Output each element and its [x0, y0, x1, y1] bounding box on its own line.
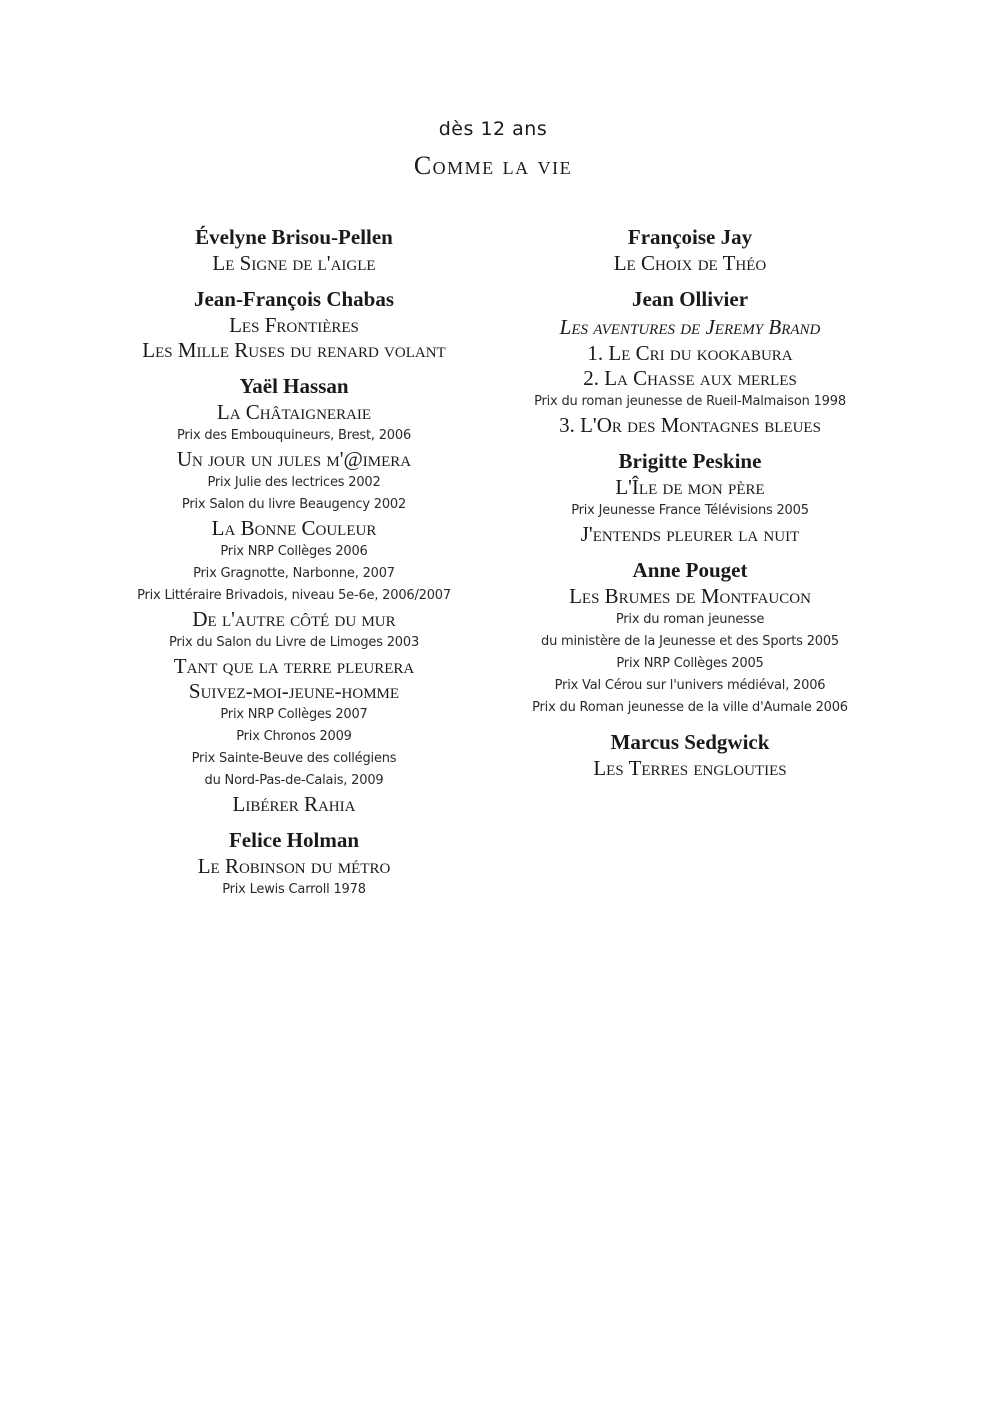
- author-name: Évelyne Brisou-Pellen: [195, 225, 393, 249]
- author-entry: [490, 223, 890, 276]
- book-title: J'entends pleurer la nuit: [580, 522, 800, 546]
- book-title: Les Terres englouties: [593, 756, 787, 780]
- author-entry: [490, 728, 890, 781]
- award-line: Prix Val Cérou sur l'univers médiéval, 2006: [554, 678, 826, 693]
- award-line: Prix NRP Collèges 2006: [220, 544, 368, 559]
- award-line: Prix du Roman jeunesse de la ville d'Aumale 2006: [532, 700, 848, 715]
- author-entry: [94, 372, 494, 817]
- book-title: Les Brumes de Montfaucon: [569, 584, 811, 608]
- award-line: Prix Jeunesse France Télévisions 2005: [571, 503, 809, 518]
- book-title: Le Signe de l'aigle: [212, 251, 376, 275]
- author-entry: [94, 826, 494, 901]
- author-entry: [490, 285, 890, 438]
- book-title: 2. La Chasse aux merles: [583, 366, 797, 390]
- book-title: Un jour un jules m'@imera: [176, 447, 412, 471]
- award-line: Prix Lewis Carroll 1978: [222, 882, 366, 897]
- collection-title: Comme la vie: [413, 151, 573, 180]
- book-title: Le Choix de Théo: [613, 251, 767, 275]
- award-line: Prix du roman jeunesse: [615, 612, 765, 627]
- author-name: Brigitte Peskine: [618, 449, 762, 473]
- age-range-heading: dès 12 ans: [438, 118, 548, 140]
- author-name: Jean-François Chabas: [193, 287, 395, 311]
- award-line: Prix Sainte-Beuve des collégiens: [191, 751, 397, 766]
- author-name: Felice Holman: [228, 828, 360, 852]
- award-line: Prix du roman jeunesse de Rueil-Malmaison 1998: [534, 394, 846, 409]
- award-line: Prix du Salon du Livre de Limoges 2003: [168, 635, 420, 650]
- book-title: Les Mille Ruses du renard volant: [142, 338, 446, 362]
- author-name: Jean Ollivier: [631, 287, 749, 311]
- award-line: Prix Julie des lectrices 2002: [207, 475, 381, 490]
- book-title: Le Robinson du métro: [197, 854, 391, 878]
- author-name: Marcus Sedgwick: [610, 730, 770, 754]
- book-title: De l'autre côté du mur: [192, 607, 396, 631]
- left-column: [94, 223, 494, 910]
- book-title: Libérer Rahia: [232, 792, 356, 816]
- author-entry: [490, 556, 890, 719]
- award-line: Prix Littéraire Brivadois, niveau 5e-6e, 2006/2007: [137, 588, 451, 603]
- author-name: Anne Pouget: [632, 558, 748, 582]
- author-name: Françoise Jay: [627, 225, 753, 249]
- book-title: 1. Le Cri du kookabura: [587, 341, 793, 365]
- author-name: Yaël Hassan: [239, 374, 349, 398]
- award-line: du Nord-Pas-de-Calais, 2009: [204, 773, 384, 788]
- author-entry: [490, 447, 890, 547]
- award-line: Prix Salon du livre Beaugency 2002: [181, 497, 407, 512]
- author-entry: [94, 223, 494, 276]
- right-column: [490, 223, 890, 790]
- award-line: Prix NRP Collèges 2007: [220, 707, 368, 722]
- author-entry: [94, 285, 494, 363]
- book-title: La Bonne Couleur: [211, 516, 377, 540]
- book-title: L'Île de mon père: [615, 475, 765, 499]
- award-line: Prix des Embouquineurs, Brest, 2006: [176, 428, 412, 443]
- award-line: du ministère de la Jeunesse et des Sports 2005: [541, 634, 839, 649]
- award-line: Prix Chronos 2009: [236, 729, 352, 744]
- book-title: Les Frontières: [229, 313, 359, 337]
- award-line: Prix Gragnotte, Narbonne, 2007: [193, 566, 395, 581]
- book-title: La Châtaigneraie: [216, 400, 372, 424]
- series-title: Les aventures de Jeremy Brand: [559, 315, 821, 339]
- book-title: Suivez-moi-jeune-homme: [188, 679, 400, 703]
- award-line: Prix NRP Collèges 2005: [616, 656, 764, 671]
- book-title: 3. L'Or des Montagnes bleues: [559, 413, 821, 437]
- book-title: Tant que la terre pleurera: [173, 654, 415, 678]
